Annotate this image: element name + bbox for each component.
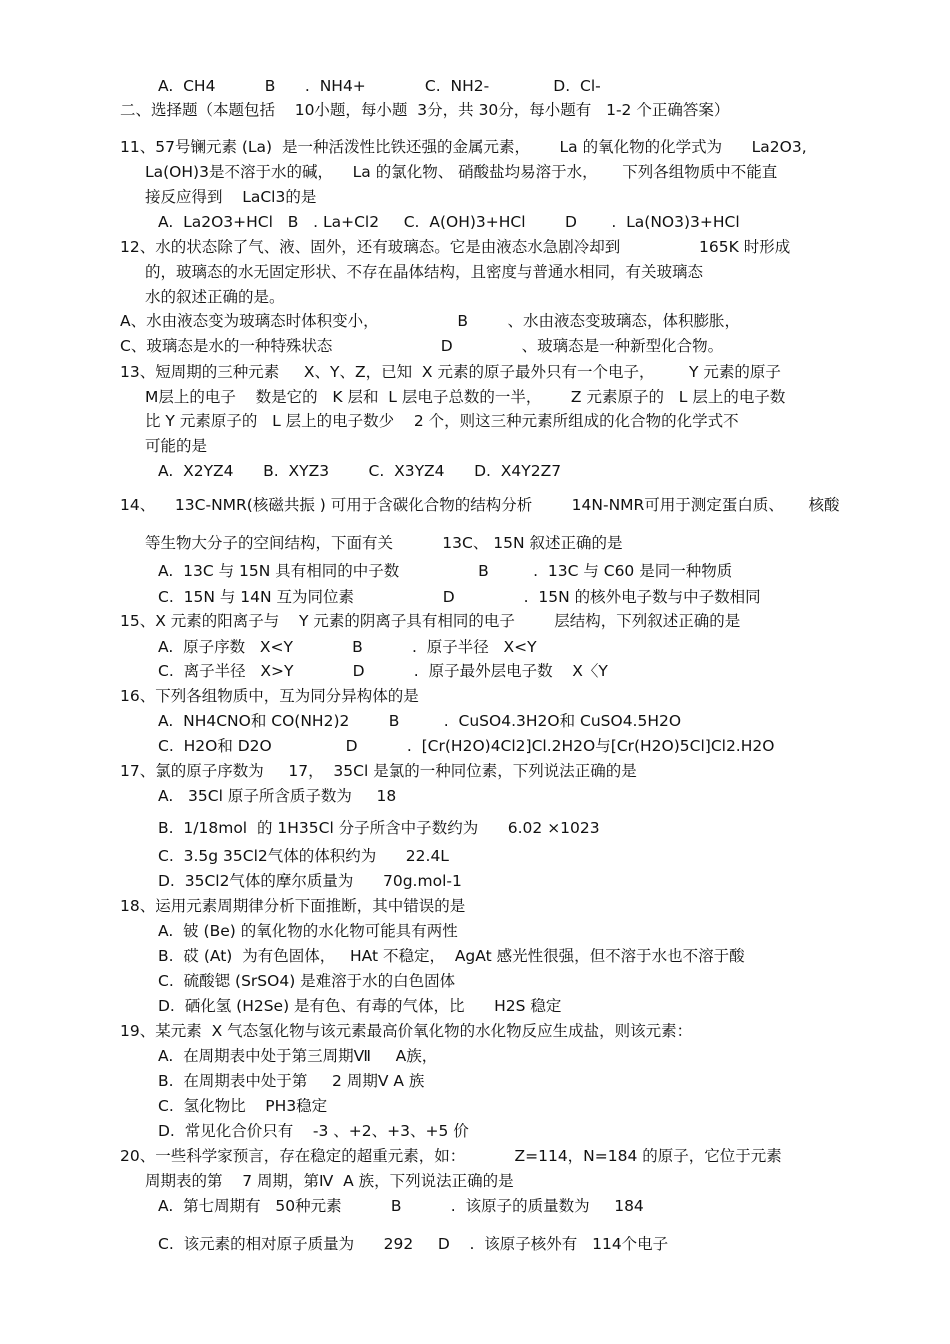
options-line: A. 35Cl 原子所含质子数为 18 [158, 787, 397, 805]
text-line: La(OH)3是不溶于水的碱， La 的氯化物、 硝酸盐均易溶于水， 下列各组物质中不能直 [145, 163, 778, 181]
options-line: B. 在周期表中处于第 2 周期Ⅴ A 族 [158, 1072, 425, 1090]
question-15: 15、X 元素的阳离子与 Y 元素的阴离子具有相同的电子 层结构，下列叙述正确的是 [120, 612, 741, 630]
question-16: 16、下列各组物质中，互为同分异构体的是 [120, 687, 419, 705]
question-12: 12、水的状态除了气、液、固外，还有玻璃态。它是由液态水急剧冷却到 165K 时形成 [120, 238, 791, 256]
text-line: M层上的电子 数是它的 K 层和 L 层电子总数的一半， Z 元素原子的 L 层上的电子数 [145, 388, 786, 406]
options-line: A. NH4CNO和 CO(NH2)2 B . CuSO4.3H2O和 CuSO4.5H2O [158, 712, 682, 730]
question-18: 18、运用元素周期律分析下面推断，其中错误的是 [120, 897, 466, 915]
options-line: A. 在周期表中处于第三周期Ⅶ A族， [158, 1047, 438, 1065]
text-line: 比 Y 元素原子的 L 层上的电子数少 2 个，则这三种元素所组成的化合物的化学式不 [145, 412, 739, 430]
section-heading: 二、选择题（本题包括 10小题，每小题 3分，共 30分，每小题有 1-2 个正确答案） [120, 101, 730, 119]
options-line: C. 该元素的相对原子质量为 292 D . 该原子核外有 114个电子 [158, 1235, 669, 1253]
text-line: 接反应得到 LaCl3的是 [145, 188, 317, 206]
options-line: C. 硫酸锶 (SrSO4) 是难溶于水的白色固体 [158, 972, 456, 990]
options-line: D. 35Cl2气体的摩尔质量为 70g.mol-1 [158, 872, 462, 890]
question-14: 14、 13C-NMR(核磁共振 ) 可用于含碳化合物的结构分析 14N-NMR可用于测定蛋白质、 核酸 [120, 496, 840, 514]
text-line: 周期表的第 7 周期，第Ⅳ A 族，下列说法正确的是 [145, 1172, 514, 1190]
options-line: A. 铍 (Be) 的氧化物的水化物可能具有两性 [158, 922, 458, 940]
options-line: B. 砹 (At) 为有色固体， HAt 不稳定， AgAt 感光性很强，但不溶于水也不溶于酸 [158, 947, 745, 965]
options-line: D. 硒化氢 (H2Se) 是有色、有毒的气体，比 H2S 稳定 [158, 997, 562, 1015]
text-line: 可能的是 [145, 437, 208, 455]
text-line: A. CH4 B . NH4+ C. NH2- D. Cl- [158, 77, 601, 95]
question-13: 13、短周期的三种元素 X、Y、Z，已知 X 元素的原子最外只有一个电子， Y 元素的原子 [120, 363, 781, 381]
options-line: A、水由液态变为玻璃态时体积变小， B 、水由液态变玻璃态，体积膨胀， [120, 312, 740, 330]
text-line: 等生物大分子的空间结构，下面有关 13C、 15N 叙述正确的是 [145, 534, 623, 552]
options-line: C. 15N 与 14N 互为同位素 D . 15N 的核外电子数与中子数相同 [158, 588, 761, 606]
options-line: A. La2O3+HCl B . La+Cl2 C. A(OH)3+HCl D . La(NO3)3+HCl [158, 213, 740, 231]
options-line: C. H2O和 D2O D . [Cr(H2O)4Cl2]Cl.2H2O与[Cr(H2O)5Cl]Cl2.H2O [158, 737, 775, 755]
options-line: C. 3.5g 35Cl2气体的体积约为 22.4L [158, 847, 449, 865]
options-line: A. 原子序数 X<Y B . 原子半径 X<Y [158, 638, 537, 656]
question-19: 19、某元素 X 气态氢化物与该元素最高价氧化物的水化物反应生成盐，则该元素： [120, 1022, 693, 1040]
question-17: 17、氯的原子序数为 17， 35Cl 是氯的一种同位素，下列说法正确的是 [120, 762, 637, 780]
question-11: 11、57号镧元素 (La) 是一种活泼性比铁还强的金属元素， La 的氧化物的化学式为 La2O3, [120, 138, 807, 156]
text-line: 的，玻璃态的水无固定形状、不存在晶体结构，且密度与普通水相同，有关玻璃态 [145, 263, 704, 281]
options-line: D. 常见化合价只有 -3 、+2、+3、+5 价 [158, 1122, 469, 1140]
options-line: C、玻璃态是水的一种特殊状态 D 、玻璃态是一种新型化合物。 [120, 337, 724, 355]
options-line: C. 离子半径 X>Y D . 原子最外层电子数 X〈Y [158, 662, 608, 680]
options-line: C. 氢化物比 PH3稳定 [158, 1097, 328, 1115]
options-line: A. X2YZ4 B. XYZ3 C. X3YZ4 D. X4Y2Z7 [158, 462, 562, 480]
options-line: B. 1/18mol 的 1H35Cl 分子所含中子数约为 6.02 ×1023 [158, 819, 600, 837]
question-20: 20、一些科学家预言，存在稳定的超重元素，如： Z=114，N=184 的原子，它位于元素 [120, 1147, 782, 1165]
options-line: A. 第七周期有 50种元素 B . 该原子的质量数为 184 [158, 1197, 644, 1215]
text-line: 水的叙述正确的是。 [145, 288, 285, 306]
options-line: A. 13C 与 15N 具有相同的中子数 B . 13C 与 C60 是同一种物质 [158, 562, 733, 580]
